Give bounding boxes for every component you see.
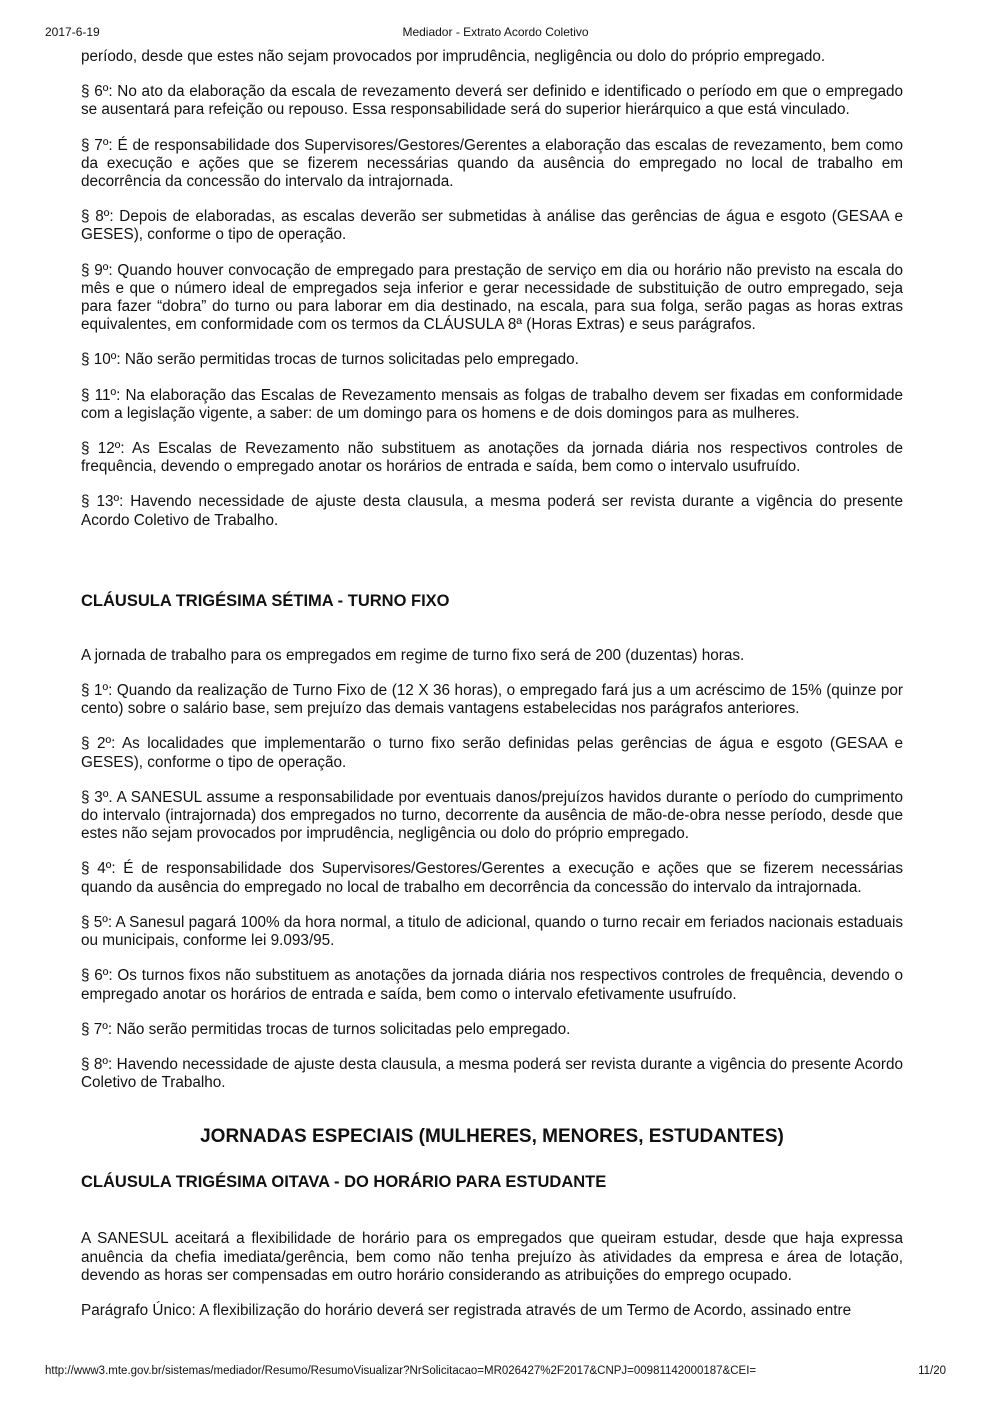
paragraph-7: § 7º: É de responsabilidade dos Supervisores/Gestores/Gerentes a elaboração das escalas de revezamento, bem como da execução e ações que se fizerem necessárias quando da ausência do empregado no local de trabalho em decorrência da concessão do intervalo da intrajornada.	[81, 136, 903, 191]
paragraph-10: § 10º: Não serão permitidas trocas de turnos solicitadas pelo empregado.	[81, 351, 579, 369]
source-url: http://www3.mte.gov.br/sistemas/mediador/Resumo/ResumoVisualizar?NrSolicitacao=MR026427%2F2017&CNPJ=00981142000187&CEI=	[45, 1365, 757, 1377]
clause-37-paragraph-6: § 6º: Os turnos fixos não substituem as anotações da jornada diária nos respectivos controles de frequência, devendo o empregado anotar os horários de entrada e saída, bem como o intervalo efetivamente usufruído.	[81, 967, 903, 1003]
clause-37-title: CLÁUSULA TRIGÉSIMA SÉTIMA - TURNO FIXO	[81, 591, 450, 610]
page-number: 11/20	[918, 1365, 946, 1377]
section-title: JORNADAS ESPECIAIS (MULHERES, MENORES, ESTUDANTES)	[200, 1126, 784, 1148]
page-content-viewport	[0, 44, 991, 1355]
paragraph-9: § 9º: Quando houver convocação de empregado para prestação de serviço em dia ou horário não previsto na escala do mês e que o número ideal de empregados seja inferior e gerar necessidade de substituição de outro empregado, seja para fazer “dobra” do turno ou para laborar em dia destinado, na escala, para sua folga, serão pagas as horas extras equivalentes, em conformidade com os termos da CLÁUSULA 8ª (Horas Extras) e seus parágrafos.	[81, 261, 903, 334]
document-title: Mediador - Extrato Acordo Coletivo	[402, 25, 589, 39]
paragraph-12: § 12º: As Escalas de Revezamento não substituem as anotações da jornada diária nos respectivos controles de frequência, devendo o empregado anotar os horários de entrada e saída, bem como o intervalo usufruído.	[81, 440, 903, 476]
clause-38-title: CLÁUSULA TRIGÉSIMA OITAVA - DO HORÁRIO PARA ESTUDANTE	[81, 1173, 607, 1192]
clause-37-paragraph-4: § 4º: É de responsabilidade dos Supervisores/Gestores/Gerentes a execução e ações que se fizerem necessárias quando da ausência do empregado no local de trabalho em decorrência da concessão do intervalo da intrajornada.	[81, 860, 903, 896]
clause-38-paragraph-unico: Parágrafo Único: A flexibilização do horário deverá ser registrada através de um Termo de Acordo, assinado entre	[81, 1301, 852, 1319]
paragraph-8: § 8º: Depois de elaboradas, as escalas deverão ser submetidas à análise das gerências de água e esgoto (GESAA e GESES), conforme o tipo de operação.	[81, 208, 903, 244]
clause-37-intro: A jornada de trabalho para os empregados em regime de turno fixo será de 200 (duzentas) horas.	[81, 646, 745, 664]
paragraph-continued: período, desde que estes não sejam provocados por imprudência, negligência ou dolo do próprio empregado.	[81, 48, 826, 65]
clause-37-paragraph-8: § 8º: Havendo necessidade de ajuste desta clausula, a mesma poderá ser revista durante a vigência do presente Acordo Coletivo de Trabalho.	[81, 1055, 903, 1092]
clause-37-paragraph-7: § 7º: Não serão permitidas trocas de turnos solicitadas pelo empregado.	[81, 1020, 571, 1038]
paragraph-6: § 6º: No ato da elaboração da escala de revezamento deverá ser definido e identificado o período em que o empregado se ausentará para refeição ou repouso. Essa responsabilidade será do superior hierárquico a que está vinculado.	[81, 83, 903, 119]
paragraph-11: § 11º: Na elaboração das Escalas de Revezamento mensais as folgas de trabalho devem ser fixadas em conformidade com a legislação vigente, a saber: de um domingo para os homens e de dois domingos para as mulheres.	[81, 386, 903, 422]
print-header	[45, 24, 946, 40]
paragraph-13: § 13º: Havendo necessidade de ajuste desta clausula, a mesma poderá ser revista durante a vigência do presente Acordo Coletivo de Trabalho.	[81, 493, 903, 529]
clause-37-paragraph-1: § 1º: Quando da realização de Turno Fixo de (12 X 36 horas), o empregado fará jus a um acréscimo de 15% (quinze por cento) sobre o salário base, sem prejuízo das demais vantagens estabelecidas nos parágrafos anteriores.	[81, 682, 903, 718]
print-date: 2017-6-19	[45, 25, 100, 39]
clause-38-paragraph-1: A SANESUL aceitará a flexibilidade de horário para os empregados que queiram estudar, desde que haja expressa anuência da chefia imediata/gerência, bem como não tenha prejuízo às atividades da empresa e área de lotação, devendo as horas ser compensadas em outro horário considerando as atribuições do emprego ocupado.	[81, 1230, 903, 1284]
clause-37-paragraph-3: § 3º. A SANESUL assume a responsabilidade por eventuais danos/prejuízos havidos durante o período do cumprimento do intervalo (intrajornada) dos empregados no turno, decorrente da ausência de mão-de-obra nesse período, desde que estes não sejam provocados por imprudência, negligência ou dolo do próprio empregado.	[81, 788, 903, 843]
clause-37-paragraph-5: § 5º: A Sanesul pagará 100% da hora normal, a titulo de adicional, quando o turno recair em feriados nacionais estaduais ou municipais, conforme lei 9.093/95.	[81, 913, 903, 950]
clause-37-paragraph-2: § 2º: As localidades que implementarão o turno fixo serão definidas pelas gerências de água e esgoto (GESAA e GESES), conforme o tipo de operação.	[81, 735, 903, 771]
page-content	[81, 48, 903, 1337]
print-footer	[45, 1363, 946, 1379]
